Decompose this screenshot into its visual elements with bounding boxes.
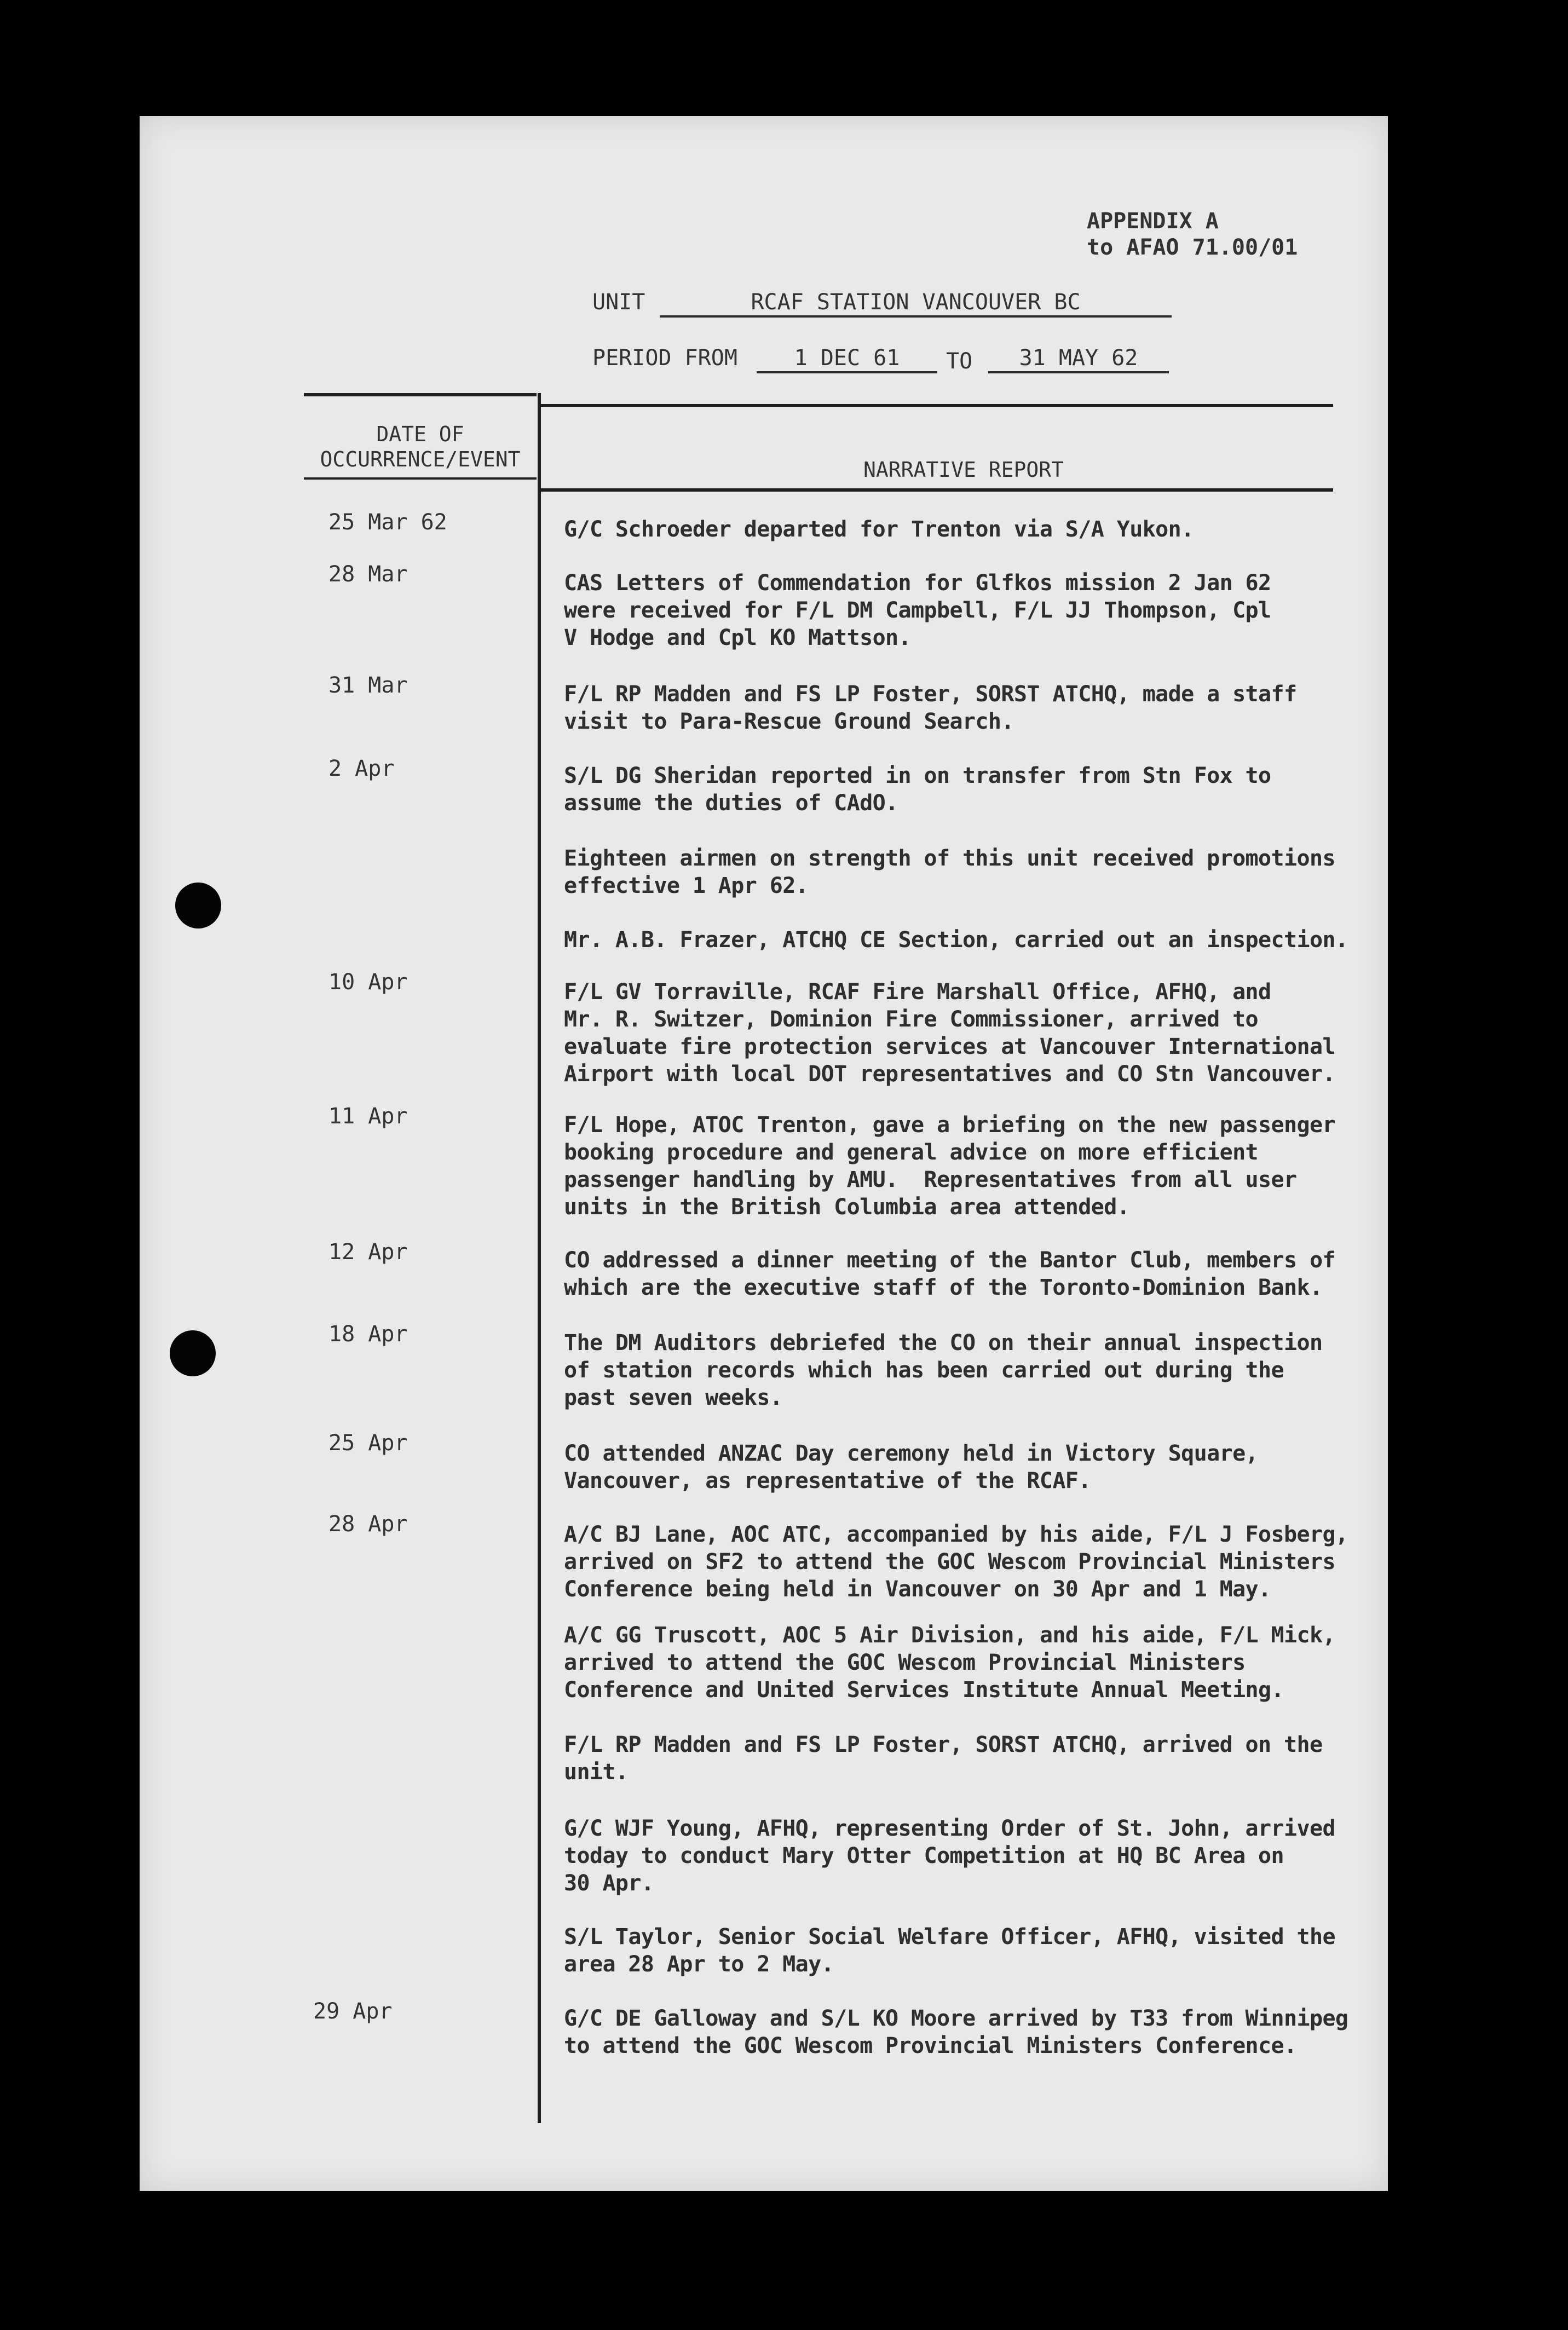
- entry-text: S/L Taylor, Senior Social Welfare Officer, AFHQ, visited the area 28 Apr to 2 May.: [564, 1924, 1335, 1977]
- entry-date: 28 Apr: [328, 1512, 408, 1537]
- header-bottom-rule-right: [539, 488, 1333, 492]
- entry-text: Mr. A.B. Frazer, ATCHQ CE Section, carried out an inspection.: [564, 927, 1348, 953]
- entry-text: F/L RP Madden and FS LP Foster, SORST ATCHQ, made a staff visit to Para-Rescue Ground Search.: [564, 682, 1297, 734]
- period-to-value: 31 MAY 62: [988, 345, 1169, 373]
- entry-date: 11 Apr: [328, 1104, 408, 1129]
- entry-date: 29 Apr: [313, 1999, 393, 2024]
- entry-text: F/L Hope, ATOC Trenton, gave a briefing on the new passenger booking procedure and general advice on more efficient passenger handling by AMU. Representatives from all user units in the British Columbia area attended.: [564, 1112, 1335, 1220]
- period-to-label: TO: [946, 349, 973, 374]
- punch-hole-bottom: [170, 1330, 216, 1376]
- header-bottom-rule-left: [304, 477, 537, 480]
- entry-date: 10 Apr: [328, 970, 408, 995]
- entry-text: S/L DG Sheridan reported in on transfer from Stn Fox to assume the duties of CAdO.: [564, 763, 1271, 816]
- entry-date: 2 Apr: [328, 756, 395, 781]
- entry-date: 28 Mar: [328, 562, 408, 587]
- entry-date: 18 Apr: [328, 1322, 408, 1347]
- period-from-value: 1 DEC 61: [757, 345, 937, 373]
- table-top-rule-left: [304, 393, 537, 396]
- entry-date: 25 Apr: [328, 1431, 408, 1456]
- entry-text: G/C DE Galloway and S/L KO Moore arrived by T33 from Winnipeg to attend the GOC Wescom Provincial Ministers Conference.: [564, 2006, 1348, 2058]
- entry-text: G/C WJF Young, AFHQ, representing Order of St. John, arrived today to conduct Mary Otter Competition at HQ BC Area on 30 Apr.: [564, 1816, 1335, 1896]
- entry-text: F/L RP Madden and FS LP Foster, SORST ATCHQ, arrived on the unit.: [564, 1732, 1323, 1785]
- entry-text: CO attended ANZAC Day ceremony held in Victory Square, Vancouver, as representative of the RCAF.: [564, 1441, 1259, 1493]
- entry-date: 25 Mar 62: [328, 510, 447, 535]
- date-header-line-2: OCCURRENCE/EVENT: [320, 447, 521, 471]
- entry-text: A/C BJ Lane, AOC ATC, accompanied by his aide, F/L J Fosberg, arrived on SF2 to attend the GOC Wescom Provincial Ministers Conference being held in Vancouver on 30 Apr and 1 May.: [564, 1522, 1348, 1602]
- unit-value: RCAF STATION VANCOUVER BC: [660, 289, 1172, 318]
- date-header-line-1: DATE OF: [376, 422, 464, 446]
- period-label: PERIOD FROM: [592, 345, 737, 371]
- entry-text: G/C Schroeder departed for Trenton via S/A Yukon.: [564, 517, 1194, 542]
- column-divider: [538, 393, 541, 2123]
- appendix-reference: [1087, 208, 1298, 261]
- unit-label: UNIT: [592, 290, 645, 315]
- entry-text: Eighteen airmen on strength of this unit received promotions effective 1 Apr 62.: [564, 846, 1335, 898]
- appendix-line-2: to AFAO 71.00/01: [1087, 235, 1298, 260]
- appendix-line-1: APPENDIX A: [1087, 209, 1219, 234]
- entry-text: F/L GV Torraville, RCAF Fire Marshall Office, AFHQ, and Mr. R. Switzer, Dominion Fire Commissioner, arrived to evaluate fire protection services at Vancouver International Airport with local DOT representatives and CO Stn Vancouver.: [564, 979, 1335, 1087]
- entry-text: CO addressed a dinner meeting of the Bantor Club, members of which are the executive staff of the Toronto-Dominion Bank.: [564, 1248, 1335, 1300]
- table-top-rule-right: [539, 404, 1333, 407]
- entry-text: The DM Auditors debriefed the CO on their annual inspection of station records which has been carried out during the past seven weeks.: [564, 1330, 1323, 1410]
- punch-hole-top: [175, 883, 221, 928]
- entry-text: CAS Letters of Commendation for Glfkos mission 2 Jan 62 were received for F/L DM Campbell, F/L JJ Thompson, Cpl V Hodge and Cpl KO Mattson.: [564, 570, 1271, 650]
- entry-text: A/C GG Truscott, AOC 5 Air Division, and his aide, F/L Mick, arrived to attend the GOC Wescom Provincial Ministers Conference and United Services Institute Annual Meeting.: [564, 1623, 1335, 1703]
- entry-date: 12 Apr: [328, 1239, 408, 1265]
- date-column-header: [304, 422, 537, 472]
- narrative-column-header: NARRATIVE REPORT: [863, 458, 1064, 482]
- entry-date: 31 Mar: [328, 673, 408, 698]
